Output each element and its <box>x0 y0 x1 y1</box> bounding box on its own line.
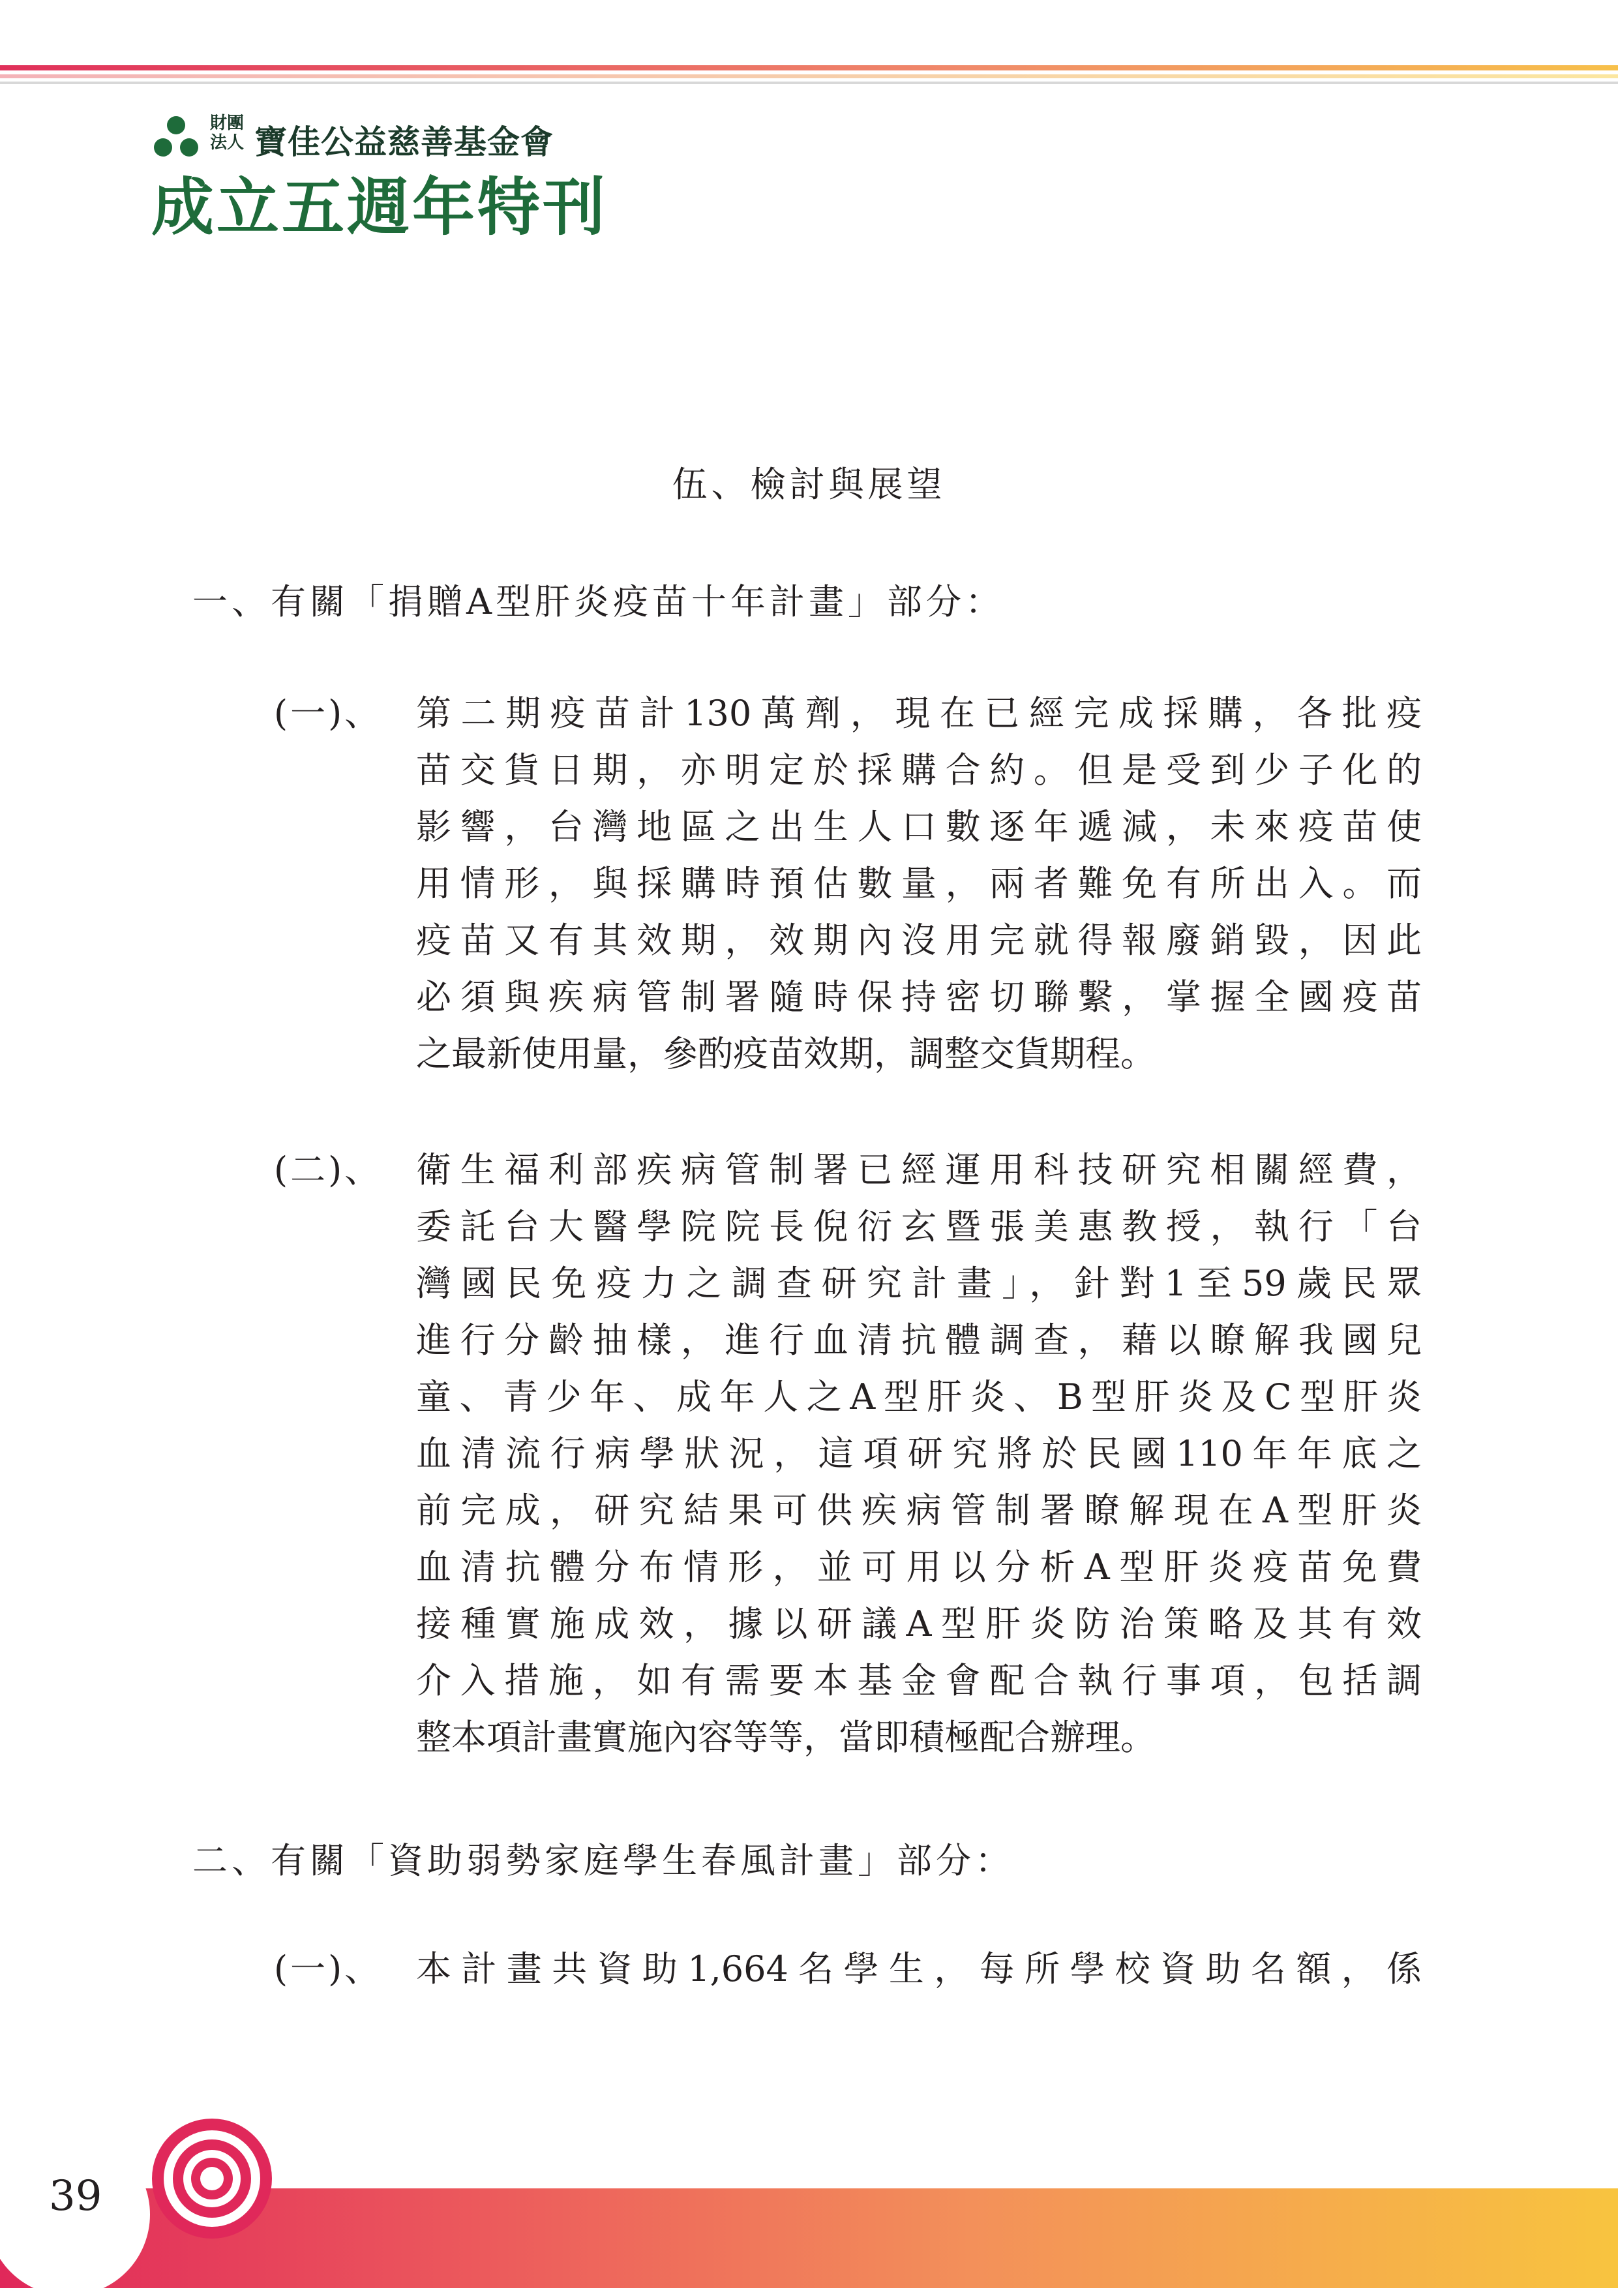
text-line: 前完成，研究結果可供疾病管制署瞭解現在A型肝炎 <box>416 1490 1422 1531</box>
text-line: 衛生福利部疾病管制署已經運用科技研究相關經費， <box>416 1149 1422 1190</box>
text-line: 疫苗又有其效期，效期內沒用完就得報廢銷毀，因此 <box>416 920 1422 961</box>
text-line: 進行分齡抽樣，進行血清抗體調查，藉以瞭解我國兒 <box>416 1320 1422 1361</box>
text-line: 必須與疾病管制署隨時保持密切聯繫，掌握全國疫苗 <box>416 976 1422 1018</box>
paragraph-marker: (二)、 <box>274 1149 383 1190</box>
text-line: 委託台大醫學院院長倪衍玄暨張美惠教授，執行「台 <box>416 1206 1422 1247</box>
paragraph-2-1 <box>274 1941 1422 1997</box>
section-heading-1: 一、有關「捐贈A型肝炎疫苗十年計畫」部分： <box>192 581 1004 622</box>
organization-name: 寶佳公益慈善基金會 <box>254 123 554 161</box>
text-line: 接種實施成效，據以研議A型肝炎防治策略及其有效 <box>416 1603 1422 1644</box>
text-line: 童、青少年、成年人之A型肝炎、B型肝炎及C型肝炎 <box>416 1376 1422 1417</box>
text-line: 整本項計畫實施內容等等，當即積極配合辦理。 <box>416 1717 1156 1758</box>
paragraph-1-1 <box>274 685 1422 1082</box>
text-line: 苗交貨日期，亦明定於採購合約。但是受到少子化的 <box>416 749 1422 791</box>
section-title: 伍、檢討與展望 <box>672 464 946 505</box>
header-stripes <box>0 65 1618 91</box>
text-line: 介入措施，如有需要本基金會配合執行事項，包括調 <box>416 1660 1422 1701</box>
foundation-logo <box>150 111 608 244</box>
text-line: 灣國民免疫力之調查研究計畫」，針對1至59歲民眾 <box>416 1263 1422 1304</box>
legal-form-label: 財團 法人 <box>210 113 245 153</box>
publication-title: 成立五週年特刊 <box>151 170 608 244</box>
paragraph-1-2 <box>274 1141 1422 1766</box>
text-line: 用情形，與採購時預估數量，兩者難免有所出入。而 <box>416 863 1422 904</box>
paragraph-marker: (一)、 <box>274 1948 383 1989</box>
page-number: 39 <box>49 2172 102 2220</box>
text-line: 血清抗體分布情形，並可用以分析A型肝炎疫苗免費 <box>416 1547 1422 1588</box>
text-line: 本計畫共資助1,664名學生，每所學校資助名額，係 <box>416 1948 1422 1989</box>
text-line: 第二期疫苗計130萬劑，現在已經完成採購，各批疫 <box>416 693 1422 734</box>
foundation-emblem-icon <box>150 111 202 163</box>
section-heading-2: 二、有關「資助弱勢家庭學生春風計畫」部分： <box>192 1840 1014 1881</box>
paragraph-marker: (一)、 <box>274 693 383 734</box>
text-line: 血清流行病學狀況，這項研究將於民國110年年底之 <box>416 1433 1422 1474</box>
concentric-rings-icon <box>147 2113 277 2244</box>
text-line: 影響，台灣地區之出生人口數逐年遞減，未來疫苗使 <box>416 806 1422 847</box>
text-line: 之最新使用量，參酌疫苗效期，調整交貨期程。 <box>416 1033 1156 1074</box>
